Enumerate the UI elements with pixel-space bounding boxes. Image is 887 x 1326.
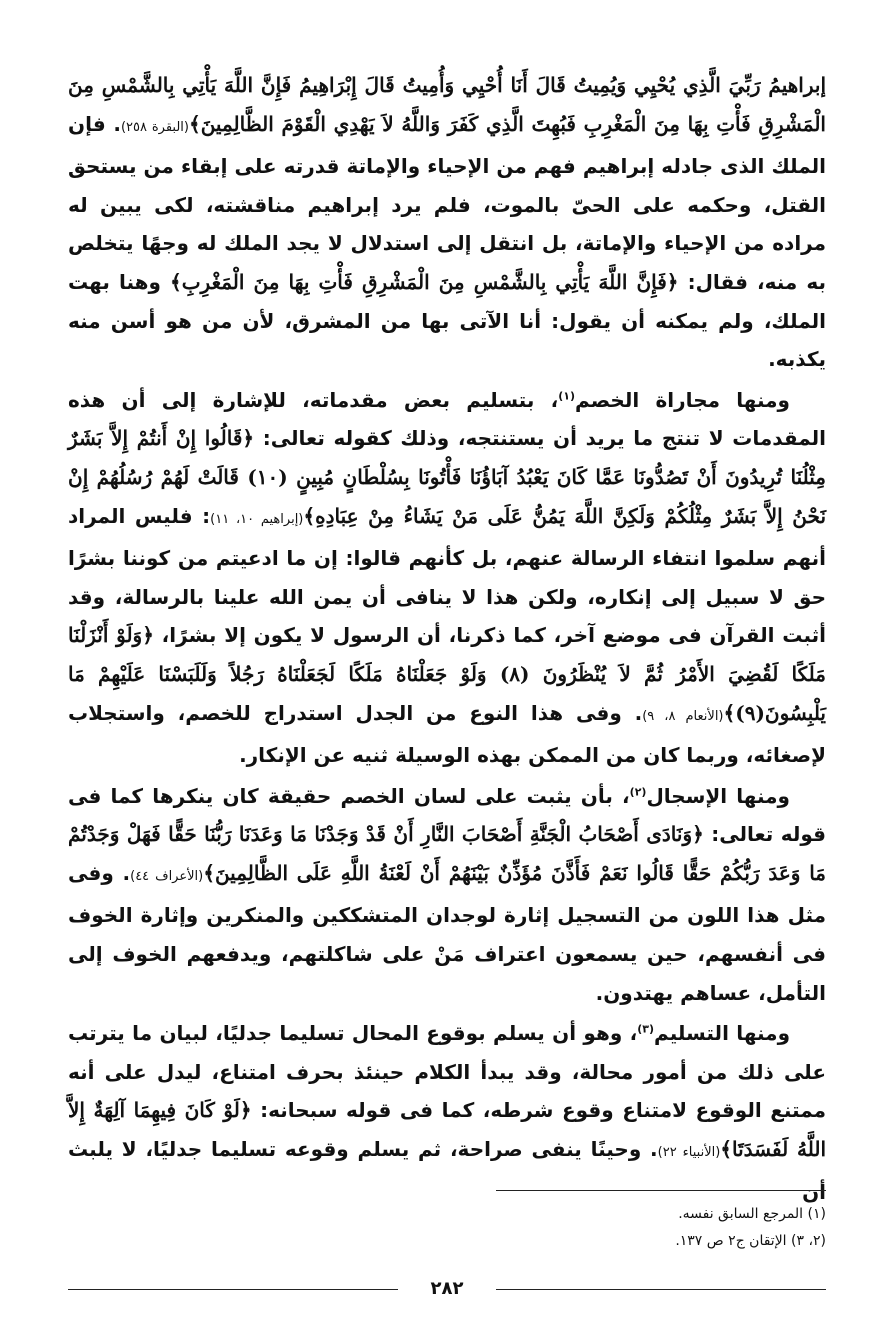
quran-quote: ﴿وَنَادَى أَصْحَابُ الْجَنَّةِ أَصْحَابَ النَّارِ أَنْ قَدْ وَجَدْنَا مَا وَعَدَنَا رَبُّنَا حَقًّا فَهَلْ وَجَدْتُمْ مَا وَعَدَ رَبُّكُمْ حَقًّا قَالُوا نَعَمْ فَأَذَّنَ مُؤَذِّنٌ بَيْنَهُمْ أَنْ لَعْنَةُ اللَّهِ عَلَى الظَّالِمِينَ﴾ xyxy=(68,822,827,885)
body-text: . فإن الملك الذى جادله إبراهيم فهم من الإحياء والإماتة قدرته على إبقاء من يستحق القتل، وحكمه على الحىّ بالموت، فلم يرد إبراهيم مناقشته، لكى يبين له مراده من الإحياء والإماتة، بل انتقل إلى استدلال لا يجد الملك له وجهًا يتخلص به منه، فقال: xyxy=(68,111,826,294)
body-text: . وحينًا ينفى صراحة، ثم يسلم وقوعه تسليما جدليًا، لا يلبث أن xyxy=(68,1137,826,1204)
paragraph-al-isjal xyxy=(68,777,826,1013)
body-text: وهنا بهت الملك، ولم يمكنه أن يقول: أنا الآتى بها من المشرق، لأن من هو أسن منه يكذبه. xyxy=(68,269,826,372)
page-body xyxy=(68,66,826,1211)
footnote-1: (١) المرجع السابق نفسه. xyxy=(678,1206,826,1222)
quran-reference: (الأنعام ٨، ٩) xyxy=(642,708,724,724)
footer-rule-left xyxy=(68,1289,398,1290)
footer-rule-right xyxy=(496,1289,826,1290)
body-text: ومنها مجاراة الخصم xyxy=(575,387,790,412)
body-text: . وفى هذا النوع من الجدل استدراج للخصم، واستجلاب لإصغائه، وربما كان من الممكن بهذه الوسيلة ثنيه عن الإنكار. xyxy=(68,700,826,768)
body-text: . وفى مثل هذا اللون من التسجيل إثارة لوجدان المتشككين والمنكرين وإثارة الخوف فى أنفسهم، حين يسمعون اعتراف مَنْ على شاكلتهم، ويدفعهم الخوف إلى التأمل، عساهم يهتدون. xyxy=(68,860,826,1005)
footnote-2: (٢، ٣) الإتقان ج٢ ص ١٣٧. xyxy=(675,1233,826,1249)
body-text: ، بأن يثبت على لسان الخصم حقيقة كان ينكرها كما فى قوله تعالى: xyxy=(68,783,827,847)
quran-quote: إبراهيمُ رَبِّيَ الَّذِي يُحْيِي وَيُمِيتُ قَالَ أَنَا أُحْيِي وَأُمِيتُ قَالَ إِبْرَاهِيمُ فَإِنَّ اللَّهَ يَأْتِي بِالشَّمْسِ مِنَ الْمَشْرِقِ فَأْتِ بِهَا مِنَ الْمَغْرِبِ فَبُهِتَ الَّذِي كَفَرَ وَاللَّهُ لاَ يَهْدِي الْقَوْمَ الظَّالِمِينَ﴾ xyxy=(68,73,826,136)
quran-reference: (إبراهيم ١٠، ١١) xyxy=(210,511,304,527)
footnote-marker: (١) xyxy=(558,389,576,403)
body-text: ، بتسليم بعض مقدماته، للإشارة إلى أن هذه المقدمات لا تنتج ما يريد أن يستنتجه، وذلك كقوله تعالى: xyxy=(68,387,826,451)
paragraph-mujarat-al-khasm xyxy=(68,381,826,775)
footnote-marker: (٢) xyxy=(629,785,647,799)
footnotes-section xyxy=(496,1190,826,1255)
quran-reference: (الأعراف ٤٤) xyxy=(130,868,204,884)
page-number: ٢٨٢ xyxy=(430,1278,464,1299)
paragraph-ibrahim-argument xyxy=(68,66,826,379)
footnote-marker: (٣) xyxy=(637,1022,655,1036)
body-text: : فليس المراد أنهم سلموا انتفاء الرسالة عنهم، بل كأنهم قالوا: إن ما ادعيتم من كوننا بشرًا حق لا سبيل إلى إنكاره، ولكن هذا لا ينافى أن يمن الله علينا بالرسالة، وقد أثبت القرآن فى موضع آخر، كما ذكرنا، أن الرسول لا يكون إلا بشرًا، xyxy=(68,503,826,648)
page-footer xyxy=(68,1278,826,1302)
body-text: ومنها الإسجال xyxy=(646,783,790,808)
paragraph-al-tasleem xyxy=(68,1014,826,1211)
quran-reference: (البقرة ٢٥٨) xyxy=(120,119,189,135)
quran-reference: (الأنبياء ٢٢) xyxy=(657,1145,721,1161)
body-text: ومنها التسليم xyxy=(654,1021,790,1046)
quran-quote: ﴿وَلَوْ أَنْزَلْنَا مَلَكًا لَقُضِيَ الأَمْرُ ثُمَّ لاَ يُنْظَرُونَ (٨) وَلَوْ جَعَلْنَاهُ مَلَكًا لَجَعَلْنَاهُ رَجُلاً وَلَلَبَسْنَا عَلَيْهِمْ مَا يَلْبِسُونَ(٩)﴾ xyxy=(68,623,827,725)
quran-quote: ﴿لَوْ كَانَ فِيهِمَا آلِهَةٌ إِلاَّ اللَّهُ لَفَسَدَتَا﴾ xyxy=(68,1098,826,1162)
body-text: ، وهو أن يسلم بوقوع المحال تسليما جدليًا، لبيان ما يترتب على ذلك من أمور محالة، وقد يبدأ الكلام حينئذ بحرف امتناع، ليدل على أنه ممتنع الوقوع لامتناع وقوع شرطه، كما فى قوله سبحانه: xyxy=(68,1021,827,1123)
quran-quote: ﴿فَإِنَّ اللَّهَ يَأْتِي بِالشَّمْسِ مِنَ الْمَشْرِقِ فَأْتِ بِهَا مِنَ الْمَغْرِبِ﴾ xyxy=(170,269,679,294)
quran-quote: ﴿قَالُوا إِنْ أَنتُمْ إِلاَّ بَشَرٌ مِثْلُنَا تُرِيدُونَ أَنْ تَصُدُّونَا عَمَّا كَانَ يَعْبُدُ آبَاؤُنَا فَأْتُونَا بِسُلْطَانٍ مُبِينٍ (١٠) قَالَتْ لَهُمْ رُسُلُهُمْ إِنْ نَحْنُ إِلاَّ بَشَرٌ مِثْلُكُمْ وَلَكِنَّ اللَّهَ يَمُنُّ عَلَى مَنْ يَشَاءُ مِنْ عِبَادِهِ﴾ xyxy=(68,426,827,528)
